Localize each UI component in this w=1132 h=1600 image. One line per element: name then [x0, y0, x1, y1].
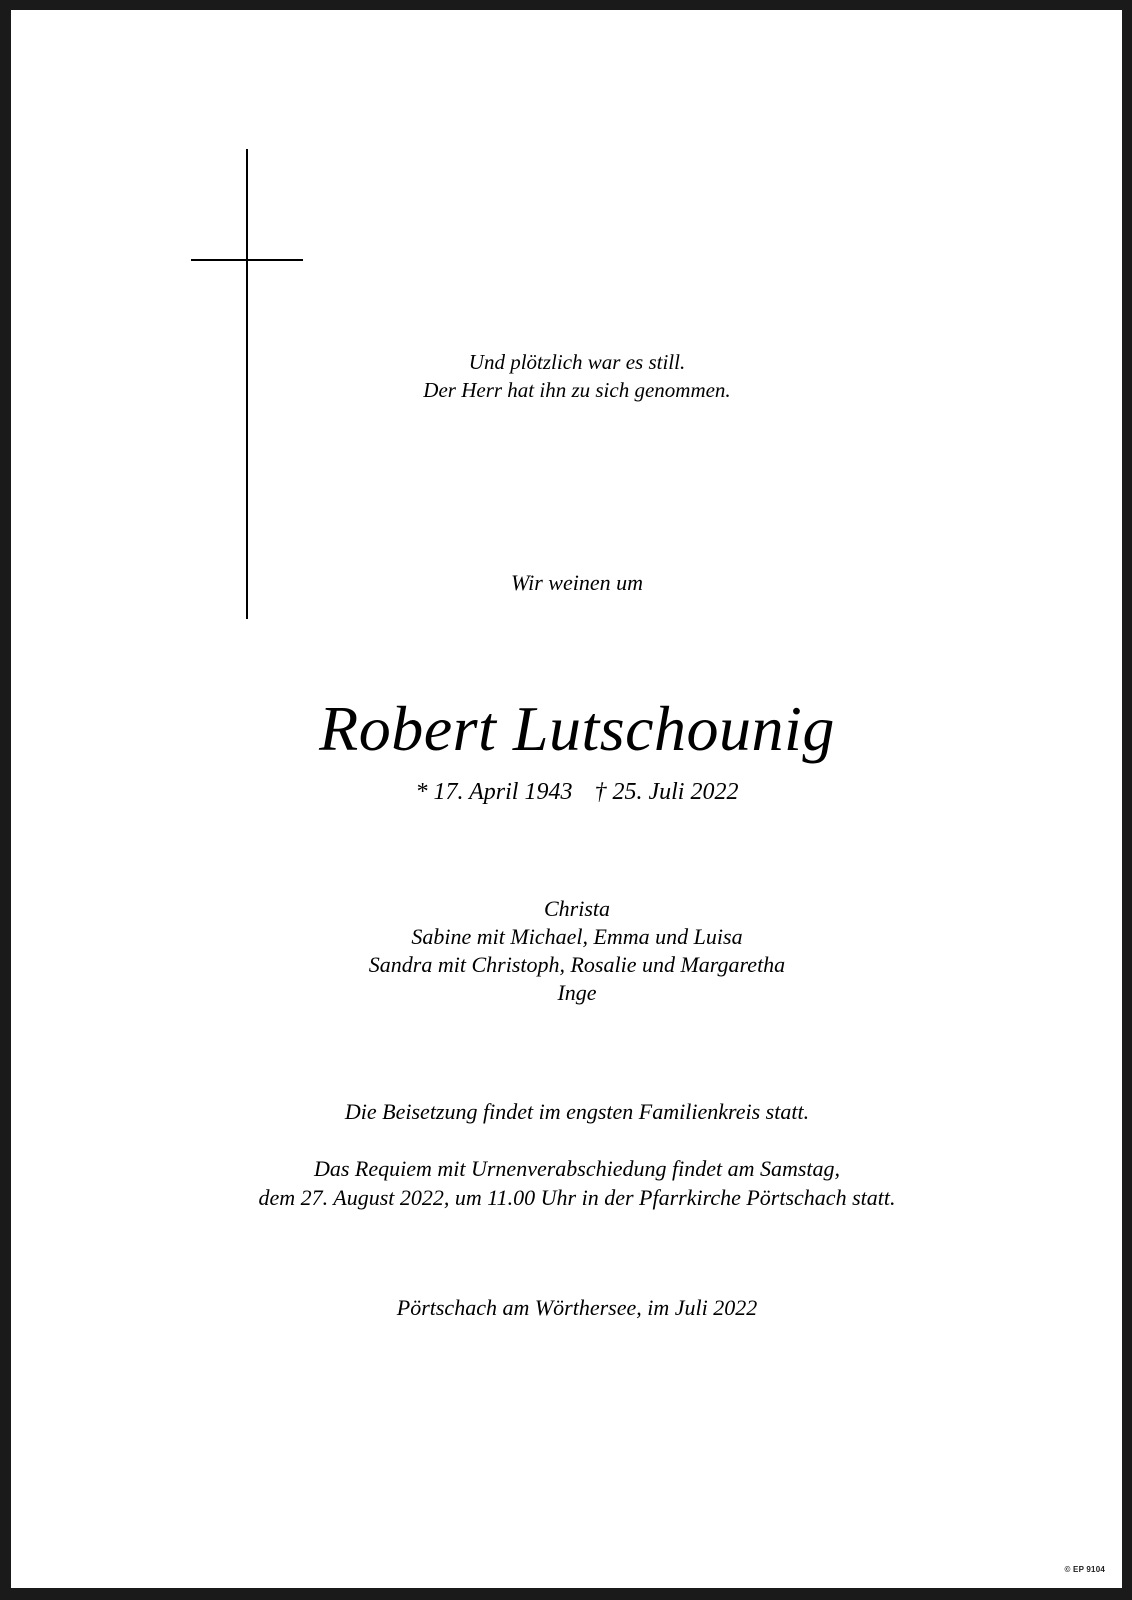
requiem-line-2: dem 27. August 2022, um 11.00 Uhr in der Pfarrkirche Pörtschach statt. [258, 1185, 896, 1210]
verse-block [161, 348, 993, 404]
place-and-date: Pörtschach am Wörthersee, im Juli 2022 [396, 1295, 758, 1320]
mourners-list [161, 895, 993, 1007]
death-date: † 25. Juli 2022 [594, 779, 739, 805]
mourner-line: Inge [557, 980, 597, 1005]
mourner-line: Sandra mit Christoph, Rosalie und Margaretha [368, 952, 786, 977]
life-dates [161, 776, 993, 808]
copyright-mark: © EP 9104 [1064, 1565, 1105, 1574]
mourner-line: Christa [543, 896, 611, 921]
verse-line-1: Und plötzlich war es still. [468, 350, 686, 374]
birth-date: * 17. April 1943 [415, 779, 573, 805]
cross-horizontal-bar [191, 259, 303, 261]
deceased-name: Robert Lutschounig [319, 693, 835, 764]
mourner-line: Sabine mit Michael, Emma und Luisa [411, 924, 743, 949]
burial-notice: Die Beisetzung findet im engsten Familienkreis statt. [344, 1099, 810, 1124]
verse-line-2: Der Herr hat ihn zu sich genommen. [423, 378, 731, 402]
intro-text: Wir weinen um [511, 570, 643, 595]
requiem-notice [161, 1154, 993, 1212]
requiem-line-1: Das Requiem mit Urnenverabschiedung findet am Samstag, [313, 1156, 841, 1181]
